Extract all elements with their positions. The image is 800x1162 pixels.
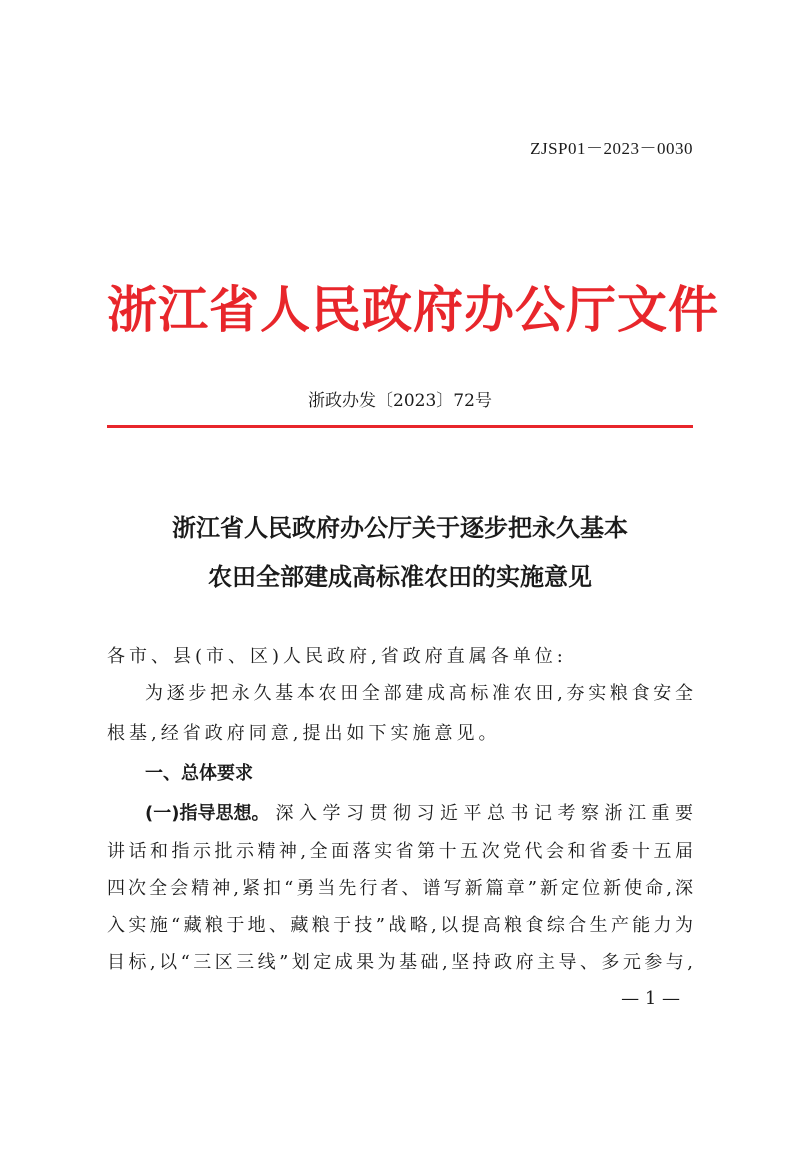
document-heading-line-2: 农田全部建成高标准农田的实施意见: [208, 562, 592, 591]
para1-line-4: 入实施“藏粮于地、藏粮于技”战略,以提高粮食综合生产能力为: [107, 915, 693, 936]
document-number: 浙政办发〔2023〕72号: [308, 391, 492, 411]
para1-line-5: 目标,以“三区三线”划定成果为基础,坚持政府主导、多元参与,: [107, 952, 693, 973]
page-number: — 1 —: [621, 988, 680, 1009]
para1-line-1-text: 深入学习贯彻习近平总书记考察浙江重要: [275, 803, 693, 824]
para1-line-1: [145, 802, 693, 826]
document-code: ZJSP01－2023－0030: [530, 139, 693, 158]
addressee: 各市、县(市、区)人民政府,省政府直属各单位:: [107, 646, 567, 667]
intro-line-1: 为逐步把永久基本农田全部建成高标准农田,夯实粮食安全: [145, 683, 693, 704]
para1-line-3: 四次全会精神,紧扣“勇当先行者、谱写新篇章”新定位新使命,深: [107, 878, 693, 899]
document-heading-line-1: 浙江省人民政府办公厅关于逐步把永久基本: [172, 513, 628, 542]
para1-lead: (一)指导思想。: [145, 803, 270, 824]
intro-line-2: 根基,经省政府同意,提出如下实施意见。: [107, 723, 501, 744]
section-heading: 一、总体要求: [145, 763, 253, 784]
issuer-title: 浙江省人民政府办公厅文件: [107, 280, 719, 339]
para1-line-2: 讲话和指示批示精神,全面落实省第十五次党代会和省委十五届: [107, 841, 693, 862]
red-divider: [107, 425, 693, 428]
